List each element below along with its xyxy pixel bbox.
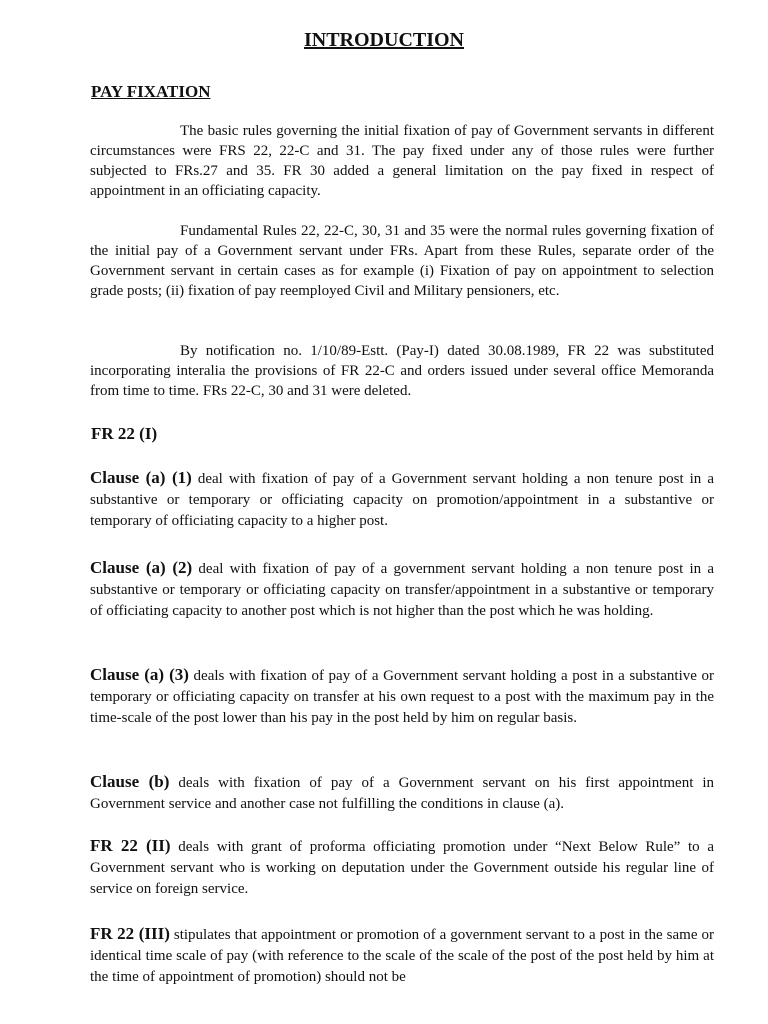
- paragraph-basic-rules: [90, 121, 714, 201]
- paragraph-text: By notification no. 1/10/89-Estt. (Pay-I) dated 30.08.1989, FR 22 was substituted incorporating interalia the provisions of FR 22-C and orders issued under several office Memoranda from time to time. FRs 22-C, 30 and 31 were deleted.: [90, 343, 714, 399]
- clause-text: deal with fixation of pay of a Government servant holding a non tenure post in a substantive or temporary or officiating capacity on promotion/appointment in a substantive or temporary of officiating capacity to a higher post.: [90, 471, 714, 529]
- paragraph-text: The basic rules governing the initial fixation of pay of Government servants in different circumstances were FRS 22, 22-C and 31. The pay fixed under any of those rules were further subjected to FRs.27 and 35. FR 30 added a general limitation on the pay fixed in respect of appointment in an officiating capacity.: [90, 123, 714, 199]
- clause-text: deals with fixation of pay of a Government servant on his first appointment in Government service and another case not fulfilling the conditions in clause (a).: [90, 775, 714, 812]
- page-title: INTRODUCTION: [303, 29, 465, 51]
- paragraph-text: Fundamental Rules 22, 22-C, 30, 31 and 35 were the normal rules governing fixation of the initial pay of a Government servant under FRs. Apart from these Rules, separate order of the Government servant in certain cases as for example (i) Fixation of pay on appointment to selection grade posts; (ii) fixation of pay reemployed Civil and Military pensioners, etc.: [90, 223, 714, 299]
- clause-fr-22-iii: [90, 923, 714, 988]
- clause-a-2: [90, 557, 714, 622]
- clause-label: Clause (a) (3): [90, 665, 189, 684]
- clause-label: Clause (b): [90, 772, 170, 791]
- clause-label: FR 22 (II): [90, 836, 171, 855]
- clause-label: Clause (a) (1): [90, 468, 192, 487]
- paragraph-fundamental-rules: [90, 221, 714, 301]
- heading-fr-22-i: FR 22 (I): [91, 424, 158, 443]
- clause-label: FR 22 (III): [90, 924, 170, 943]
- section-title-pay-fixation: PAY FIXATION: [91, 82, 211, 101]
- clause-text: deals with grant of proforma officiating promotion under “Next Below Rule” to a Government servant who is working on deputation under the Government outside his regular line of service on foreign service.: [90, 839, 715, 897]
- clause-text: deals with fixation of pay of a Government servant holding a post in a substantive or temporary or officiating capacity on transfer at his own request to a post with the maximum pay in the time-scale of the post lower than his pay in the post held by him on regular basis.: [90, 668, 714, 726]
- clause-label: Clause (a) (2): [90, 558, 193, 577]
- clause-text: stipulates that appointment or promotion of a government servant to a post in the same or identical time scale of pay (with reference to the scale of the scale of the post of the post held by him at the time of appointment of promotion) should not be: [90, 927, 714, 985]
- clause-fr-22-ii: [90, 835, 714, 900]
- clause-text: deal with fixation of pay of a government servant holding a non tenure post in a substantive or temporary or officiating capacity on transfer/appointment in a substantive or temporary of officiating capacity to another post which is not higher than the post which he was holding.: [90, 561, 715, 619]
- clause-a-1: [90, 467, 714, 532]
- clause-b: [90, 771, 714, 815]
- paragraph-notification: [90, 341, 714, 401]
- clause-a-3: [90, 664, 714, 729]
